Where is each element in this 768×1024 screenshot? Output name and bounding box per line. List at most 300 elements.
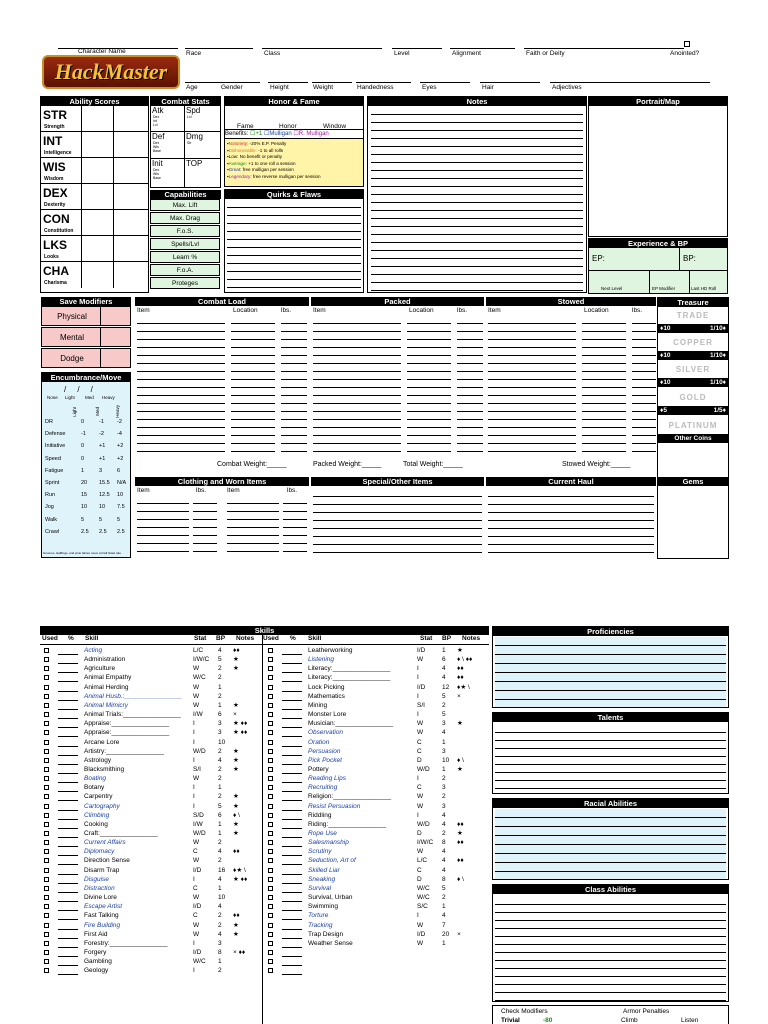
skill-row[interactable]	[40, 701, 260, 710]
ability-con[interactable]: CON Constitution	[41, 210, 148, 236]
talents-panel[interactable]: Talents	[492, 712, 729, 794]
skill-used-checkbox[interactable]	[268, 923, 273, 928]
skill-row[interactable]	[40, 811, 260, 820]
encumbrance-value: 5	[117, 516, 121, 523]
skill-used-checkbox[interactable]	[44, 767, 49, 772]
label-character-name: Character Name	[78, 48, 126, 55]
skill-bp: 10	[218, 738, 226, 746]
skill-stat: I	[417, 811, 419, 819]
skill-used-checkbox[interactable]	[268, 950, 273, 955]
combat-weight[interactable]: Combat Weight:_____	[217, 461, 287, 468]
skill-row[interactable]	[40, 792, 260, 801]
skill-row[interactable]	[40, 802, 260, 811]
skill-row[interactable]	[264, 856, 484, 865]
skill-percent-field[interactable]	[58, 974, 78, 975]
skill-used-checkbox[interactable]	[268, 749, 273, 754]
skill-used-checkbox[interactable]	[268, 858, 273, 863]
skill-used-checkbox[interactable]	[44, 694, 49, 699]
skill-used-checkbox[interactable]	[268, 648, 273, 653]
save-modifiers-title: Save Modifiers	[41, 297, 131, 306]
skill-used-checkbox[interactable]	[44, 758, 49, 763]
skill-bp: 2	[218, 674, 222, 682]
skill-used-checkbox[interactable]	[44, 721, 49, 726]
skill-row[interactable]	[264, 911, 484, 920]
skill-row[interactable]	[40, 747, 260, 756]
skill-used-checkbox[interactable]	[44, 730, 49, 735]
skill-used-checkbox[interactable]	[44, 831, 49, 836]
portrait-panel[interactable]: Portrait/Map	[588, 96, 728, 237]
skill-used-checkbox[interactable]	[268, 813, 273, 818]
skill-row[interactable]	[40, 957, 260, 966]
encumbrance-row-label: Speed	[45, 455, 61, 462]
def-box[interactable]: Def Dex Wis Base	[151, 132, 185, 159]
skill-notes: ♦♦	[457, 820, 464, 828]
skill-row[interactable]	[40, 820, 260, 829]
skill-bp: 7	[442, 921, 446, 929]
skill-name: Seduction, Art of	[308, 857, 356, 865]
skill-row[interactable]	[264, 930, 484, 939]
skill-row[interactable]	[40, 692, 260, 701]
skill-row[interactable]	[264, 829, 484, 838]
skill-used-checkbox[interactable]	[44, 923, 49, 928]
skill-name: Salesmanship	[308, 839, 349, 847]
skill-used-checkbox[interactable]	[44, 703, 49, 708]
skill-used-checkbox[interactable]	[44, 813, 49, 818]
skill-row[interactable]	[264, 664, 484, 673]
encumbrance-row	[43, 443, 131, 453]
skill-stat: I/D	[193, 948, 202, 956]
combat-stats-panel	[150, 96, 221, 188]
encumbrance-value: 0	[81, 443, 85, 450]
quirks-panel[interactable]: Quirks & Flaws	[224, 189, 364, 293]
ability-dex[interactable]: DEX Dexterity	[41, 184, 148, 210]
skill-row[interactable]	[40, 939, 260, 948]
skill-row[interactable]	[264, 655, 484, 664]
hackmaster-logo: HackMaster	[42, 55, 180, 89]
bp-field[interactable]: BP:	[683, 254, 696, 263]
skill-stat: W	[417, 939, 424, 947]
save-dodge[interactable]: Dodge	[41, 348, 131, 368]
skill-used-checkbox[interactable]	[44, 849, 49, 854]
skill-used-checkbox[interactable]	[44, 685, 49, 690]
ep-field[interactable]: EP:	[592, 254, 605, 263]
encumbrance-value: 5	[99, 516, 103, 523]
skill-used-checkbox[interactable]	[268, 822, 273, 827]
honor-level-row[interactable]: ▪Average: +1 to one roll a session	[227, 160, 296, 166]
encumbrance-value: 0	[81, 455, 85, 462]
init-box[interactable]: Init Dex Wis Base	[151, 159, 185, 187]
cap-proteges[interactable]: Proteges	[150, 277, 220, 289]
skill-used-checkbox[interactable]	[268, 968, 273, 973]
benefit-r-mulligan[interactable]: ☐R. Mulligan	[293, 131, 329, 137]
skill-bp: 2	[218, 793, 222, 801]
skill-stat: W/C	[193, 958, 206, 966]
coin-gold[interactable]: GOLD	[679, 393, 707, 402]
encumbrance-row-label: Jog	[45, 504, 54, 511]
skill-used-checkbox[interactable]	[44, 886, 49, 891]
stowed-panel[interactable]: Stowed Item Location lbs. Stowed Weight:_____	[486, 297, 656, 475]
trivial-value: -80	[543, 1017, 553, 1024]
racial-abilities-panel[interactable]: Racial Abilities	[492, 798, 729, 880]
skill-stat: W/D	[417, 820, 430, 828]
skill-row[interactable]	[40, 765, 260, 774]
top-box[interactable]: TOP	[186, 159, 203, 168]
skill-used-checkbox[interactable]	[44, 968, 49, 973]
skill-stat: W/C	[417, 894, 430, 902]
skill-stat: I	[193, 738, 195, 746]
encumbrance-row-label: DR	[45, 419, 53, 425]
coin-copper[interactable]: COPPER	[673, 338, 713, 347]
skill-used-checkbox[interactable]	[268, 877, 273, 882]
skill-stat: I	[417, 775, 419, 783]
skill-row[interactable]	[264, 802, 484, 811]
skill-row[interactable]	[264, 866, 484, 875]
skill-bp: 1	[218, 830, 222, 837]
skill-name: Swimming	[308, 903, 338, 911]
skill-used-checkbox[interactable]	[268, 913, 273, 918]
skill-bp: 1	[442, 765, 446, 773]
current-haul-panel[interactable]: Current Haul	[486, 477, 656, 559]
skill-used-checkbox[interactable]	[44, 941, 49, 946]
skill-used-checkbox[interactable]	[268, 758, 273, 763]
skill-used-checkbox[interactable]	[268, 932, 273, 937]
skill-row[interactable]	[40, 893, 260, 902]
skill-row[interactable]	[264, 847, 484, 856]
packed-panel[interactable]: Packed Item Location lbs. Packed Weight:_____ Total Weight:_____	[311, 297, 484, 475]
skill-used-checkbox[interactable]	[268, 694, 273, 699]
skill-used-checkbox[interactable]	[44, 740, 49, 745]
skill-row[interactable]	[40, 930, 260, 939]
skill-bp: 4	[442, 866, 446, 874]
gems-title: Gems	[658, 477, 728, 486]
encumbrance-value: 12.5	[99, 492, 110, 499]
skill-used-checkbox[interactable]	[44, 877, 49, 882]
skill-row[interactable]	[264, 774, 484, 783]
encumbrance-row-label: Initiative	[45, 443, 66, 450]
skill-row[interactable]	[264, 728, 484, 737]
skill-stat: I	[193, 756, 195, 764]
skill-used-checkbox[interactable]	[268, 868, 273, 873]
skill-name: Geology	[84, 967, 109, 975]
skill-row[interactable]	[264, 902, 484, 911]
skill-used-checkbox[interactable]	[44, 959, 49, 964]
skill-used-checkbox[interactable]	[268, 895, 273, 900]
skill-used-checkbox[interactable]	[44, 794, 49, 799]
packed-weight[interactable]: Packed Weight:_____	[313, 461, 382, 468]
skill-used-checkbox[interactable]	[268, 785, 273, 790]
skill-used-checkbox[interactable]	[268, 904, 273, 909]
cap-max-drag[interactable]: Max. Drag	[150, 212, 220, 224]
skill-row[interactable]	[40, 738, 260, 747]
skill-row[interactable]	[40, 911, 260, 920]
skill-row[interactable]	[40, 664, 260, 673]
label-hair: Hair	[482, 84, 494, 91]
skill-notes: ×	[457, 692, 461, 700]
skill-bp: 4	[218, 875, 222, 883]
skill-stat: I/D	[193, 866, 202, 874]
skill-notes: ♦ \ ♦♦	[457, 656, 473, 664]
skill-used-checkbox[interactable]	[44, 932, 49, 937]
skill-row[interactable]	[40, 683, 260, 692]
skill-row[interactable]	[264, 792, 484, 801]
skill-name: Mining	[308, 701, 328, 709]
skill-row[interactable]	[264, 738, 484, 747]
skill-stat: W	[193, 683, 200, 691]
skill-name: Diplomacy	[84, 848, 115, 856]
skill-bp: 1	[218, 784, 222, 792]
skill-row[interactable]	[264, 673, 484, 682]
skill-used-checkbox[interactable]	[44, 950, 49, 955]
skill-name: Riddling	[308, 811, 332, 819]
skill-row[interactable]	[40, 875, 260, 884]
cap-max-lift[interactable]: Max. Lift	[150, 199, 220, 211]
skill-notes: ♦ \	[457, 756, 464, 764]
notes-panel[interactable]: Notes	[367, 96, 587, 293]
skill-stat: S/C	[417, 903, 428, 911]
skill-row[interactable]	[40, 673, 260, 682]
skill-name: Disguise	[84, 875, 109, 883]
skill-row[interactable]	[264, 884, 484, 893]
skill-name: Rope Use	[308, 830, 337, 837]
skill-name: Arcane Lore	[84, 738, 120, 746]
ability-wis[interactable]: WIS Wisdom	[41, 158, 148, 184]
skill-notes: ★	[233, 665, 239, 673]
skill-used-checkbox[interactable]	[268, 767, 273, 772]
skill-row[interactable]	[40, 884, 260, 893]
encumbrance-row	[43, 480, 131, 490]
skill-stat: I	[193, 720, 195, 728]
ability-lks[interactable]: LKS Looks	[41, 236, 148, 262]
skill-notes: ★	[233, 656, 239, 664]
skill-row[interactable]	[40, 921, 260, 930]
honor-level-row[interactable]: ▪Legendary: free reverse mulligan per session	[227, 173, 321, 179]
skill-row[interactable]	[40, 774, 260, 783]
skill-bp: 2	[218, 747, 222, 755]
ability-cha[interactable]: CHA Charisma	[41, 262, 148, 288]
skill-used-checkbox[interactable]	[268, 703, 273, 708]
skill-name: Torture	[308, 912, 329, 920]
skill-used-checkbox[interactable]	[268, 730, 273, 735]
skill-row[interactable]	[40, 948, 260, 957]
coin-trade[interactable]: TRADE	[676, 311, 710, 320]
skill-row[interactable]	[264, 701, 484, 710]
skill-used-checkbox[interactable]	[268, 804, 273, 809]
skill-row[interactable]	[40, 719, 260, 728]
skill-used-checkbox[interactable]	[44, 895, 49, 900]
cap-spells[interactable]: Spells/Lvl	[150, 238, 220, 250]
skill-stat: I/W/C	[193, 656, 210, 664]
stowed-weight[interactable]: Stowed Weight:_____	[562, 461, 631, 468]
encumbrance-value: +1	[99, 455, 106, 462]
skill-stat: I/D	[417, 930, 426, 938]
skill-used-checkbox[interactable]	[268, 685, 273, 690]
skill-used-checkbox[interactable]	[44, 822, 49, 827]
skill-stat: W	[417, 802, 424, 810]
skill-stat: S/I	[193, 765, 201, 773]
skill-stat: S/D	[193, 811, 204, 819]
skill-row[interactable]	[40, 966, 260, 975]
skill-used-checkbox[interactable]	[268, 886, 273, 891]
save-mental[interactable]: Mental	[41, 327, 131, 347]
honor-label: Honor	[279, 123, 297, 130]
encumbrance-value: 3	[99, 467, 103, 474]
skill-bp: 20	[442, 930, 450, 938]
skill-name: Artistry:________________	[84, 747, 164, 755]
skill-row[interactable]	[264, 921, 484, 930]
skill-row[interactable]	[40, 838, 260, 847]
skill-percent-field[interactable]	[282, 974, 302, 975]
coin-platinum[interactable]: PLATINUM	[668, 421, 718, 430]
skill-used-checkbox[interactable]	[44, 840, 49, 845]
skill-used-checkbox[interactable]	[44, 712, 49, 717]
skill-row[interactable]	[264, 875, 484, 884]
skill-used-checkbox[interactable]	[268, 959, 273, 964]
skill-used-checkbox[interactable]	[44, 868, 49, 873]
dmg-box[interactable]: Dmg Str	[185, 132, 220, 159]
skill-row[interactable]	[40, 728, 260, 737]
skill-used-checkbox[interactable]	[268, 721, 273, 726]
skill-used-checkbox[interactable]	[268, 666, 273, 671]
skill-notes: ★ ♦♦	[233, 720, 248, 728]
skill-row[interactable]	[264, 765, 484, 774]
proficiencies-panel[interactable]: Proficiencies	[492, 626, 729, 708]
atk-box[interactable]: Atk Dex Int Lvl	[151, 106, 185, 132]
skill-row[interactable]	[264, 948, 484, 957]
cap-fos[interactable]: F.o.S.	[150, 225, 220, 237]
ability-str[interactable]: STR Strength	[41, 106, 148, 132]
skill-used-checkbox[interactable]	[268, 849, 273, 854]
total-weight[interactable]: Total Weight:_____	[403, 461, 463, 468]
special-items-panel[interactable]: Special/Other Items	[311, 477, 484, 559]
skill-row[interactable]	[40, 783, 260, 792]
skill-used-checkbox[interactable]	[44, 666, 49, 671]
skill-stat: I/D	[193, 903, 202, 911]
skill-stat: D	[417, 875, 422, 883]
skill-used-checkbox[interactable]	[44, 913, 49, 918]
cap-foa[interactable]: F.o.A.	[150, 264, 220, 276]
skill-row[interactable]	[264, 838, 484, 847]
skill-row[interactable]	[40, 866, 260, 875]
label-weight: Weight	[313, 84, 334, 91]
encumbrance-value: 6	[117, 467, 121, 474]
skill-name: Carpentry	[84, 793, 113, 801]
skill-bp: 1	[442, 647, 446, 654]
skill-used-checkbox[interactable]	[44, 648, 49, 653]
skill-row[interactable]	[264, 646, 484, 655]
honor-level-row[interactable]: ▪Dishonorable: -1 to all rolls	[227, 147, 284, 153]
window-label: Window	[323, 123, 347, 130]
skill-row[interactable]	[264, 756, 484, 765]
skill-bp: 2	[218, 775, 222, 783]
skill-name: Animal Husb.:________________	[84, 692, 183, 700]
skill-row[interactable]	[264, 747, 484, 756]
skill-row[interactable]	[264, 692, 484, 701]
skill-row[interactable]	[264, 683, 484, 692]
skill-used-checkbox[interactable]	[44, 904, 49, 909]
honor-level-row[interactable]: ▪Notoriety: -20% E.P. Penalty	[227, 141, 287, 146]
skill-stat: W	[417, 793, 424, 801]
anointed-checkbox[interactable]	[684, 41, 690, 47]
skill-used-checkbox[interactable]	[44, 657, 49, 662]
honor-level-row[interactable]: ▪Great: free mulligan per session	[227, 167, 294, 172]
skill-bp: 2	[218, 912, 222, 920]
skill-stat: C	[193, 848, 198, 856]
skill-bp: 2	[442, 701, 446, 709]
skill-row[interactable]	[40, 756, 260, 765]
skill-used-checkbox[interactable]	[268, 831, 273, 836]
skill-row[interactable]	[40, 847, 260, 856]
skill-name: Recruiting	[308, 784, 338, 792]
skill-used-checkbox[interactable]	[268, 740, 273, 745]
cap-learn[interactable]: Learn %	[150, 251, 220, 263]
skill-bp: 4	[218, 647, 222, 654]
skill-name: Blacksmithing	[84, 765, 125, 773]
spd-box[interactable]: Spd Lvl	[185, 106, 220, 132]
skill-row[interactable]	[40, 655, 260, 664]
honor-level-row[interactable]: ▪Low: No benefit or penalty	[227, 154, 283, 159]
skill-used-checkbox[interactable]	[268, 657, 273, 662]
ability-int[interactable]: INT Intelligence	[41, 132, 148, 158]
skill-bp: 3	[218, 729, 222, 737]
skill-used-checkbox[interactable]	[268, 840, 273, 845]
skill-bp: 3	[442, 784, 446, 792]
skill-row[interactable]	[40, 710, 260, 719]
skill-row[interactable]	[264, 783, 484, 792]
label-age: Age	[186, 84, 198, 91]
skill-used-checkbox[interactable]	[44, 785, 49, 790]
skill-name: Escape Artist	[84, 903, 123, 911]
combat-load-panel[interactable]: Combat Load Item Location lbs. Combat Weight:_____	[135, 297, 309, 475]
skill-row[interactable]	[40, 646, 260, 655]
skill-used-checkbox[interactable]	[44, 858, 49, 863]
encumbrance-row-label: Sprint	[45, 480, 60, 486]
skill-row[interactable]	[40, 829, 260, 838]
skill-row[interactable]	[264, 719, 484, 728]
skill-row[interactable]	[264, 811, 484, 820]
save-physical[interactable]: Physical	[41, 306, 131, 326]
skill-used-checkbox[interactable]	[44, 776, 49, 781]
skill-stat: W	[417, 729, 424, 737]
skill-name: Resist Persuasion	[308, 802, 361, 810]
skill-used-checkbox[interactable]	[44, 675, 49, 680]
skill-used-checkbox[interactable]	[268, 941, 273, 946]
skill-used-checkbox[interactable]	[268, 675, 273, 680]
skill-stat: W	[193, 930, 200, 938]
benefit-plus1[interactable]: ☐+1	[250, 131, 263, 137]
skill-row[interactable]	[40, 902, 260, 911]
skill-row[interactable]	[264, 893, 484, 902]
skill-row[interactable]	[264, 710, 484, 719]
skill-used-checkbox[interactable]	[268, 776, 273, 781]
class-abilities-panel[interactable]: Class Abilities	[492, 884, 729, 1002]
skill-used-checkbox[interactable]	[44, 749, 49, 754]
benefit-mulligan[interactable]: ☐Mulligan	[263, 131, 292, 137]
coin-silver[interactable]: SILVER	[675, 365, 711, 374]
skill-row[interactable]	[264, 957, 484, 966]
skill-used-checkbox[interactable]	[268, 794, 273, 799]
skill-row[interactable]	[40, 856, 260, 865]
skill-stat: C	[417, 738, 422, 746]
encumbrance-row-label: Run	[45, 492, 56, 499]
skill-name: Divine Lore	[84, 894, 117, 902]
skill-used-checkbox[interactable]	[268, 712, 273, 717]
skill-stat: W/C	[193, 674, 206, 682]
clothing-panel[interactable]: Clothing and Worn Items Item lbs. Item lbs.	[135, 477, 309, 559]
skill-row[interactable]	[264, 820, 484, 829]
skill-row[interactable]	[264, 966, 484, 975]
skill-row[interactable]	[264, 939, 484, 948]
skill-used-checkbox[interactable]	[44, 804, 49, 809]
